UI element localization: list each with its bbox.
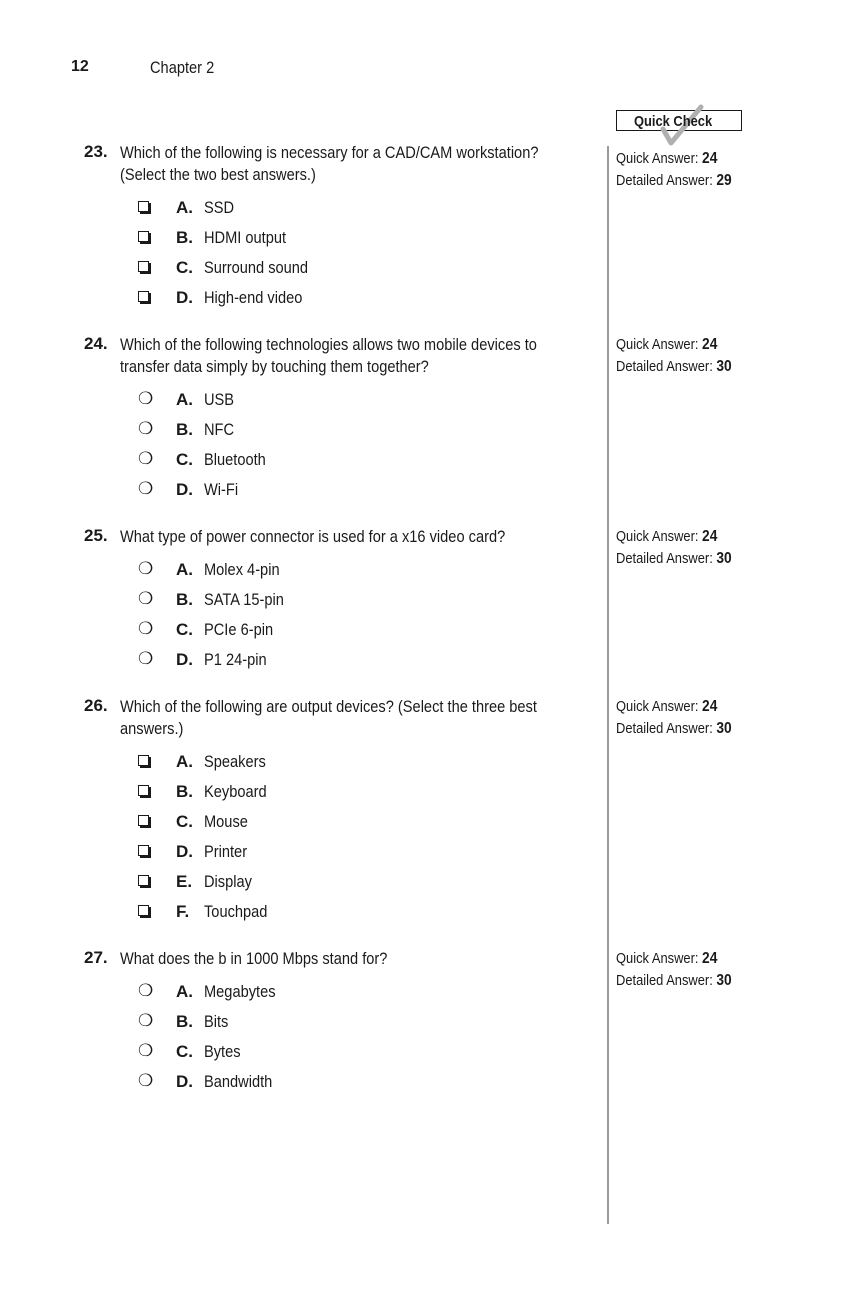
quick-answer-page: 24: [702, 698, 718, 715]
question-text: [120, 948, 431, 970]
checkbox-icon[interactable]: [138, 231, 149, 242]
chapter-title: [150, 58, 225, 78]
question-text-line: Which of the following is necessary for a CAD/CAM workstation?: [120, 143, 539, 162]
question-number: 23.: [84, 142, 108, 161]
option-letter: A.: [176, 198, 193, 217]
radio-circle-icon[interactable]: ❍: [138, 981, 154, 1000]
question-text-line: What does the b in 1000 Mbps stand for?: [120, 949, 388, 968]
radio-circle-icon[interactable]: ❍: [138, 1011, 154, 1030]
option-text: HDMI output: [204, 228, 287, 247]
checkbox-icon[interactable]: [138, 815, 149, 826]
option-letter: D.: [176, 480, 193, 499]
question-text-line: Which of the following technologies allows two mobile devices to: [120, 335, 537, 354]
detailed-answer-label: Detailed Answer:: [616, 972, 713, 989]
option-text: USB: [204, 390, 235, 409]
detailed-answer-row: [616, 718, 732, 740]
question-text: [120, 142, 607, 186]
detailed-answer-page: 29: [716, 172, 732, 189]
option-text: Keyboard: [204, 782, 267, 801]
checkbox-icon[interactable]: [138, 845, 149, 856]
question-text: [120, 526, 568, 548]
quick-answer-label: Quick Answer:: [616, 528, 699, 545]
radio-circle-icon[interactable]: ❍: [138, 649, 154, 668]
detailed-answer-label: Detailed Answer:: [616, 172, 713, 189]
quick-answer-row: [616, 526, 717, 548]
option-letter: C.: [176, 258, 193, 277]
question-number: 25.: [84, 526, 108, 545]
option-letter: A.: [176, 560, 193, 579]
radio-circle-icon[interactable]: ❍: [138, 559, 154, 578]
option-letter: D.: [176, 1072, 193, 1091]
answer-reference: [616, 526, 751, 570]
detailed-answer-row: [616, 170, 732, 192]
option-text: SSD: [204, 198, 235, 217]
radio-circle-icon[interactable]: ❍: [138, 589, 154, 608]
option-letter: C.: [176, 620, 193, 639]
question-number: 24.: [84, 334, 108, 353]
option-letter: A.: [176, 752, 193, 771]
option-text: PCIe 6-pin: [204, 620, 274, 639]
option-text: Printer: [204, 842, 248, 861]
quick-check-box: [616, 110, 742, 131]
option-letter: D.: [176, 288, 193, 307]
question-text-line: What type of power connector is used for a x16 video card?: [120, 527, 506, 546]
question-number: 27.: [84, 948, 108, 967]
radio-circle-icon[interactable]: ❍: [138, 479, 154, 498]
quick-answer-page: 24: [702, 336, 718, 353]
chapter-title-text: Chapter 2: [150, 58, 215, 77]
option-text: High-end video: [204, 288, 303, 307]
detailed-answer-page: 30: [716, 720, 732, 737]
quick-answer-row: [616, 696, 717, 718]
quick-answer-row: [616, 148, 717, 170]
radio-circle-icon[interactable]: ❍: [138, 449, 154, 468]
option-text: Display: [204, 872, 252, 891]
quick-answer-page: 24: [702, 950, 718, 967]
page-number: 12: [71, 58, 89, 75]
option-letter: B.: [176, 228, 193, 247]
answer-reference: [616, 148, 751, 192]
margin-divider: [607, 146, 609, 1224]
detailed-answer-page: 30: [716, 972, 732, 989]
radio-circle-icon[interactable]: ❍: [138, 1071, 154, 1090]
quick-answer-label: Quick Answer:: [616, 150, 699, 167]
option-letter: B.: [176, 1012, 193, 1031]
option-text: Mouse: [204, 812, 248, 831]
quick-answer-page: 24: [702, 150, 718, 167]
question-text-line: (Select the two best answers.): [120, 165, 316, 184]
option-letter: A.: [176, 982, 193, 1001]
detailed-answer-page: 30: [716, 358, 732, 375]
checkbox-icon[interactable]: [138, 785, 149, 796]
option-text: Bits: [204, 1012, 229, 1031]
option-letter: D.: [176, 842, 193, 861]
option-text: Megabytes: [204, 982, 276, 1001]
quick-answer-label: Quick Answer:: [616, 336, 699, 353]
option-text: Bandwidth: [204, 1072, 273, 1091]
option-text: Wi-Fi: [204, 480, 239, 499]
option-letter: B.: [176, 420, 193, 439]
option-text: Touchpad: [204, 902, 268, 921]
quick-answer-row: [616, 948, 717, 970]
radio-circle-icon[interactable]: ❍: [138, 389, 154, 408]
checkbox-icon[interactable]: [138, 261, 149, 272]
detailed-answer-row: [616, 356, 732, 378]
option-text: Molex 4-pin: [204, 560, 280, 579]
question-number: 26.: [84, 696, 108, 715]
checkbox-icon[interactable]: [138, 905, 149, 916]
option-letter: F.: [176, 902, 190, 921]
option-text: Bytes: [204, 1042, 241, 1061]
checkbox-icon[interactable]: [138, 201, 149, 212]
question-text: [120, 696, 605, 740]
detailed-answer-label: Detailed Answer:: [616, 720, 713, 737]
option-text: Speakers: [204, 752, 266, 771]
quick-answer-row: [616, 334, 717, 356]
question-text-line: transfer data simply by touching them together?: [120, 357, 429, 376]
option-letter: B.: [176, 782, 193, 801]
question-text-line: answers.): [120, 719, 184, 738]
option-text: Surround sound: [204, 258, 309, 277]
option-letter: E.: [176, 872, 193, 891]
answer-reference: [616, 948, 751, 992]
option-letter: C.: [176, 1042, 193, 1061]
question-text-line: Which of the following are output devices? (Select the three best: [120, 697, 537, 716]
option-text: SATA 15-pin: [204, 590, 284, 609]
quick-answer-label: Quick Answer:: [616, 950, 699, 967]
detailed-answer-label: Detailed Answer:: [616, 550, 713, 567]
option-text: NFC: [204, 420, 235, 439]
option-letter: C.: [176, 450, 193, 469]
question-text: [120, 334, 605, 378]
detailed-answer-page: 30: [716, 550, 732, 567]
quick-answer-label: Quick Answer:: [616, 698, 699, 715]
checkbox-icon[interactable]: [138, 755, 149, 766]
answer-reference: [616, 334, 751, 378]
detailed-answer-label: Detailed Answer:: [616, 358, 713, 375]
checkbox-icon[interactable]: [138, 875, 149, 886]
detailed-answer-row: [616, 548, 732, 570]
quick-answer-page: 24: [702, 528, 718, 545]
option-letter: D.: [176, 650, 193, 669]
radio-circle-icon[interactable]: ❍: [138, 419, 154, 438]
detailed-answer-row: [616, 970, 732, 992]
option-text: P1 24-pin: [204, 650, 267, 669]
quick-check-title: Quick Check: [633, 113, 712, 130]
option-text: Bluetooth: [204, 450, 266, 469]
answer-reference: [616, 696, 751, 740]
option-letter: C.: [176, 812, 193, 831]
option-letter: A.: [176, 390, 193, 409]
radio-circle-icon[interactable]: ❍: [138, 1041, 154, 1060]
option-letter: B.: [176, 590, 193, 609]
checkbox-icon[interactable]: [138, 291, 149, 302]
radio-circle-icon[interactable]: ❍: [138, 619, 154, 638]
